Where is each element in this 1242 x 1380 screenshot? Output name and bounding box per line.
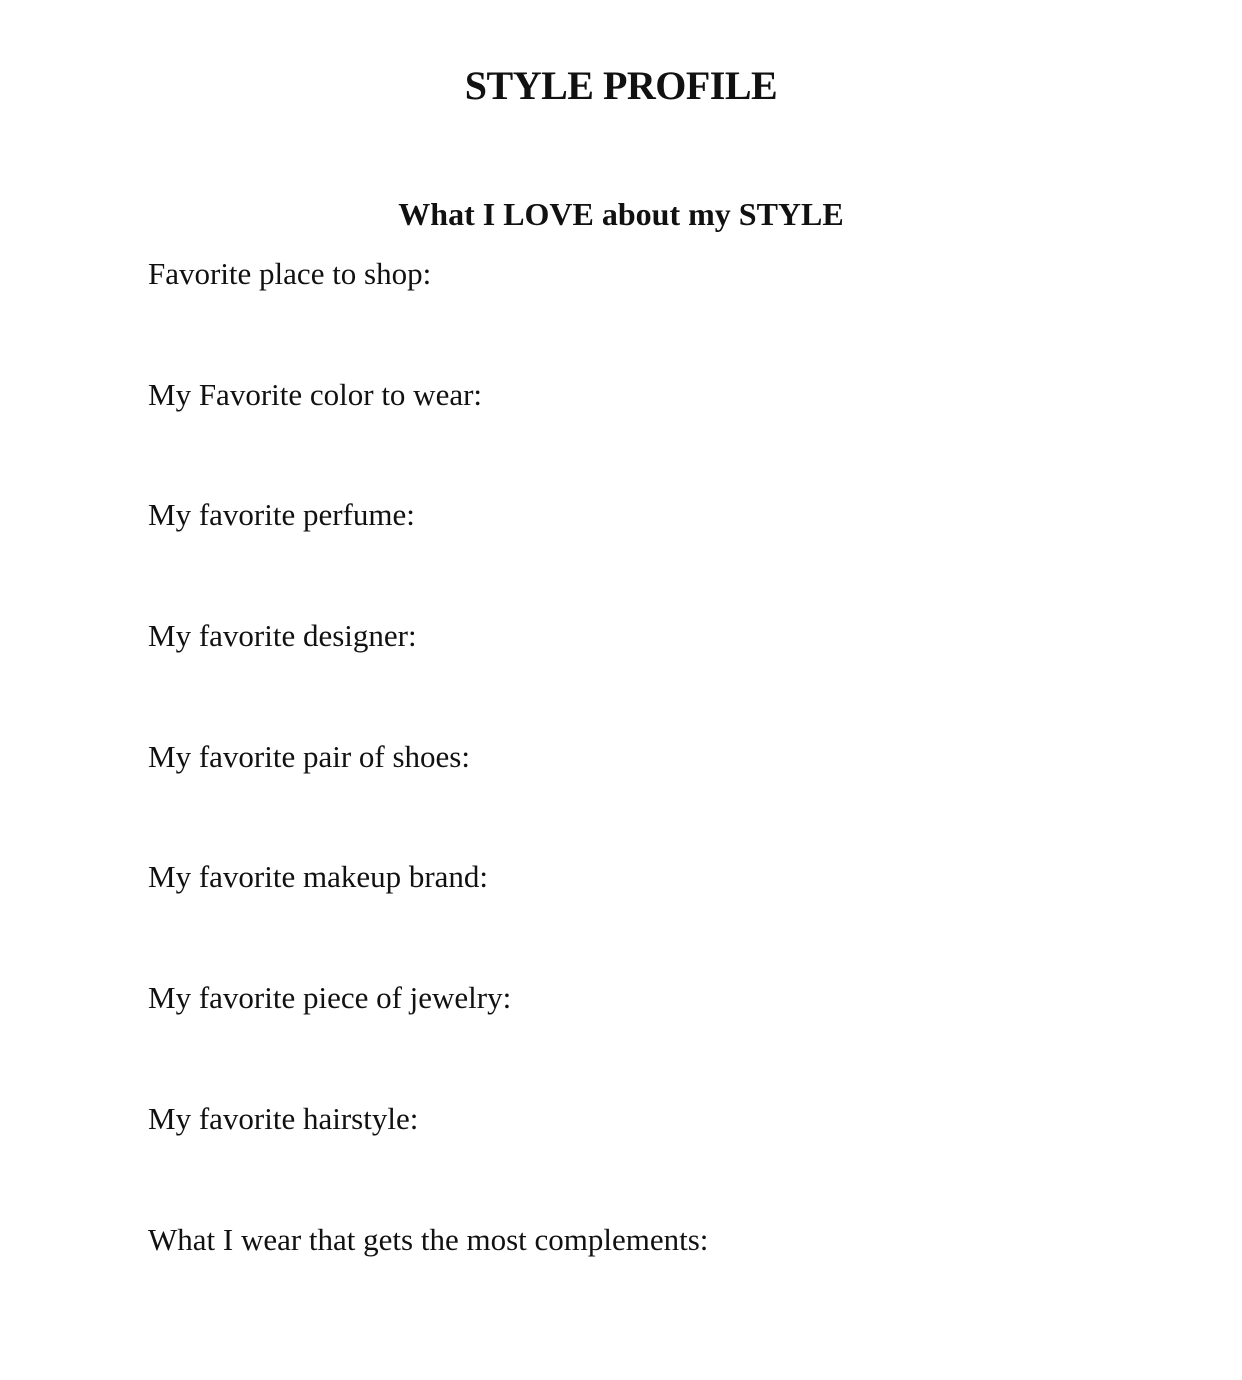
field-favorite-jewelry bbox=[148, 978, 1148, 1099]
field-favorite-color bbox=[148, 375, 1148, 496]
field-favorite-makeup-brand bbox=[148, 857, 1148, 978]
field-favorite-shoes bbox=[148, 737, 1148, 858]
profile-fields-list bbox=[148, 254, 1148, 1340]
field-label: My favorite piece of jewelry: bbox=[148, 980, 512, 1016]
field-label: My favorite pair of shoes: bbox=[148, 738, 470, 774]
field-label: Favorite place to shop: bbox=[148, 256, 432, 291]
field-label: What I wear that gets the most complements: bbox=[148, 1221, 709, 1257]
field-label: My favorite perfume: bbox=[148, 497, 415, 533]
field-label: My favorite designer: bbox=[148, 618, 417, 654]
field-most-complements bbox=[148, 1220, 1148, 1341]
field-label: My favorite hairstyle: bbox=[148, 1100, 419, 1136]
page-subtitle: What I LOVE about my STYLE bbox=[398, 196, 844, 232]
field-favorite-designer bbox=[148, 616, 1148, 737]
field-favorite-hairstyle bbox=[148, 1099, 1148, 1220]
field-label: My Favorite color to wear: bbox=[148, 376, 483, 412]
field-favorite-place-to-shop bbox=[148, 254, 1148, 375]
page-title: STYLE PROFILE bbox=[464, 63, 778, 108]
field-label: My favorite makeup brand: bbox=[148, 859, 489, 895]
field-favorite-perfume bbox=[148, 495, 1148, 616]
